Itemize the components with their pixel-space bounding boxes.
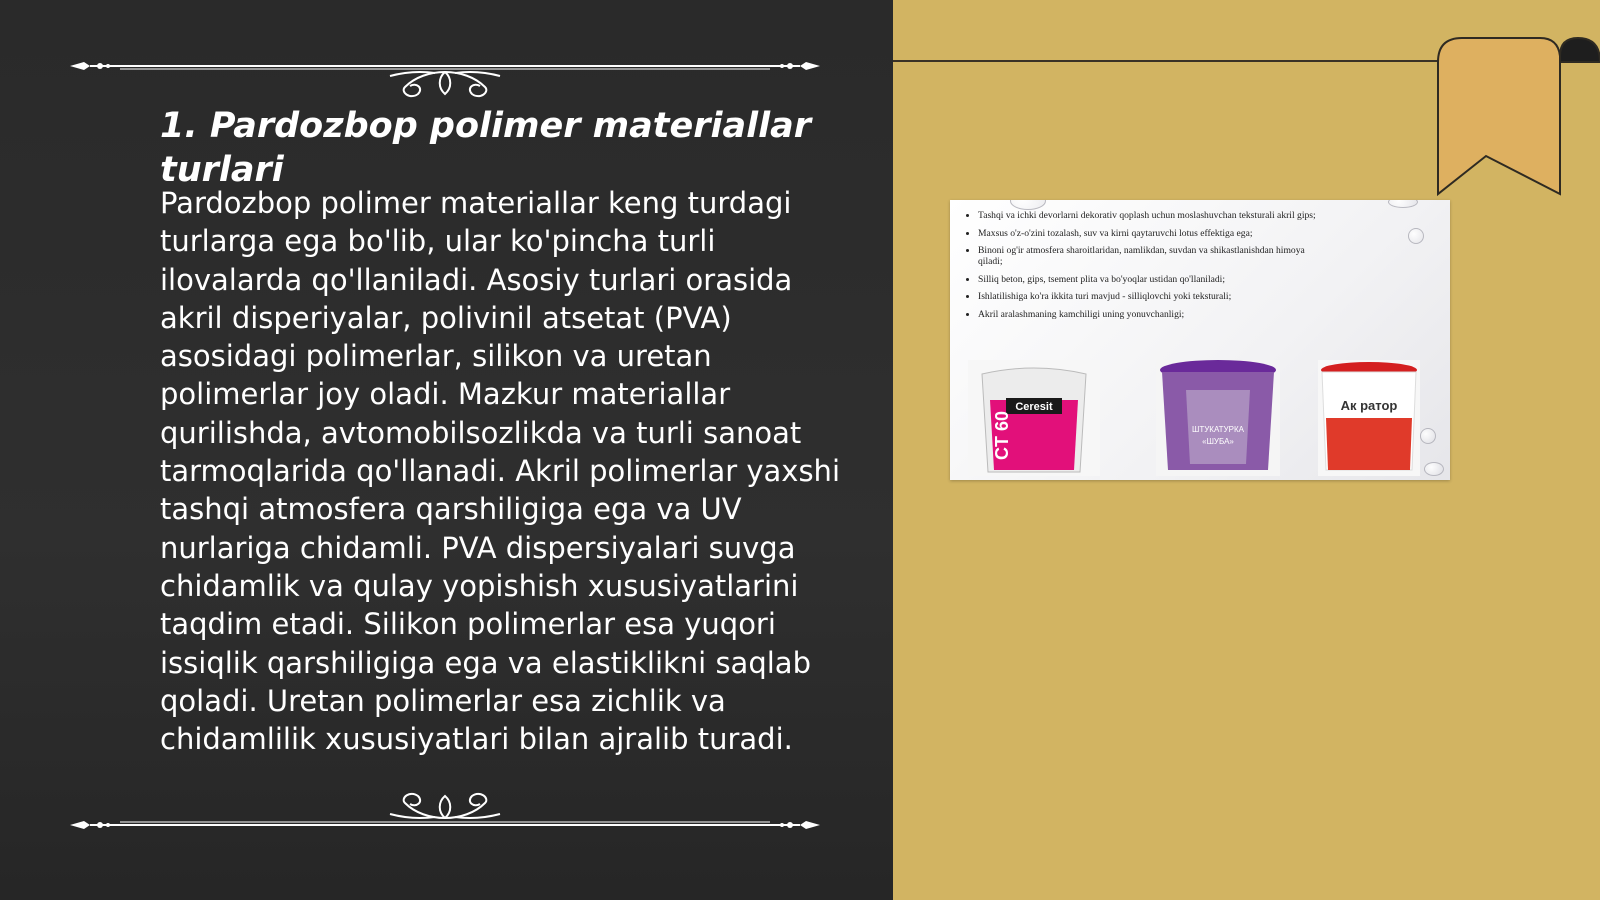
slide-body-text: Pardozbop polimer materiallar keng turdagi turlarga ega bo'lib, ular ko'pincha turli ilovalarda qo'llaniladi. Asosiy turlari orasida akril disperiyalar, polivinil atsetat (PVA) asosidagi polimerlar, silikon va uretan polimerlar joy oladi. Mazkur materiallar qurilishda, avtomobilsozlikda va turli sanoat tarmoqlarida qo'llanadi. Akril polimerlar yaxshi tashqi atmosfera qarshiligiga ega va UV nurlariga chidamli. PVA dispersiyalari suvga chidamlik va qulay yopishish xususiyatlarini taqdim etadi. Silikon polimerlar esa yuqori issiqlik qarshiligiga ega va elastiklikni saqlab qoladi. Uretan polimerlar esa zichlik va chidamlilik xususiyatlari bilan ajralib turadi. [160, 186, 840, 757]
product-bullet-list [964, 210, 1328, 326]
product-bullet: • Maxsus o'z-o'zini tozalash, suv va kirni qaytaruvchi lotus effektiga ega; [978, 228, 1328, 239]
shtukaturka-bucket [1156, 360, 1280, 476]
slide-title: 1. Pardozbop polimer materiallar turlari [160, 106, 811, 190]
product-bullet: • Binoni og'ir atmosfera sharoitlaridan, namlikdan, suvdan va shikastlanishdan himoya qiladi; [978, 245, 1328, 267]
bucket-brand: Ceresit [1015, 401, 1053, 413]
ceresit-bucket [968, 360, 1100, 476]
bucket-code: «ШУБА» [1202, 437, 1234, 446]
bookmark-ribbon-icon [1430, 34, 1600, 204]
product-bullet: • Ishlatilishiga ko'ra ikkita turi mavjud - silliqlovchi yoki teksturali; [978, 291, 1328, 302]
water-drop-icon [1010, 200, 1046, 210]
water-drop-icon [1388, 200, 1418, 208]
top-ornament-divider [60, 42, 830, 102]
bottom-ornament-divider [60, 780, 830, 840]
bucket-code: CT 60 [992, 410, 1012, 460]
water-drop-icon [1408, 228, 1424, 244]
bucket-brand: ШТУКАТУРКА [1192, 425, 1244, 434]
akratop-bucket [1318, 360, 1420, 476]
water-drop-icon [1420, 428, 1436, 444]
product-bullet: • Tashqi va ichki devorlarni dekorativ qoplash uchun moslashuvchan teksturali akril gips; [978, 210, 1328, 221]
bucket-brand: Ак ратор [1340, 398, 1398, 413]
water-drop-icon [1424, 462, 1444, 476]
product-image [950, 200, 1450, 480]
product-bullet: • Silliq beton, gips, tsement plita va bo'yoqlar ustidan qo'llaniladi; [978, 274, 1328, 285]
product-bullet: • Akril aralashmaning kamchiligi uning yonuvchanligi; [978, 309, 1328, 320]
